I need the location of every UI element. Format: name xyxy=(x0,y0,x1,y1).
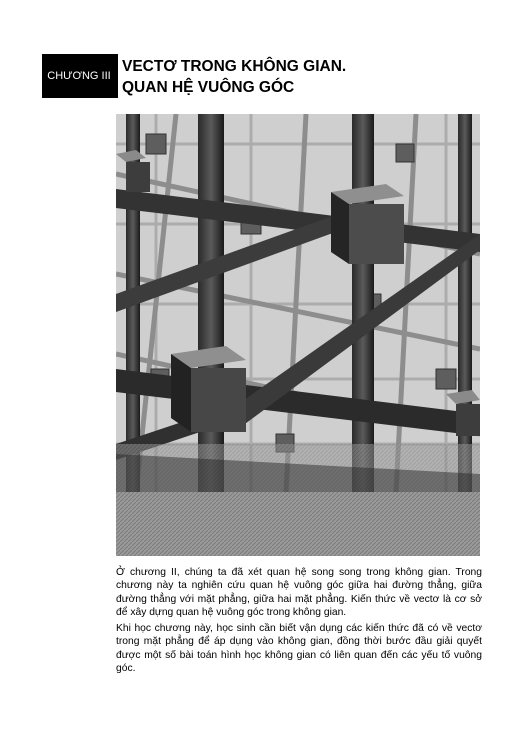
chapter-title xyxy=(122,56,346,98)
chapter-label: CHƯƠNG III xyxy=(42,54,116,98)
lattice-node-1 xyxy=(331,184,404,264)
lattice-svg xyxy=(116,114,480,556)
cubic-lattice-illustration xyxy=(116,114,480,556)
chapter-title-line-2: QUAN HỆ VUÔNG GÓC xyxy=(122,79,295,96)
chapter-title-line-1: VECTƠ TRONG KHÔNG GIAN. xyxy=(122,58,347,75)
lattice-node-2 xyxy=(171,346,246,432)
intro-paragraph-2: Khi học chương này, học sinh cần biết vận dụng các kiến thức đã có về vectơ trong mặt phẳng để áp dụng vào không gian, đồng thời bước đầu giải quyết được một số bài toán hình học không gian có liên quan đến các yếu tố vuông góc. xyxy=(116,623,482,675)
chapter-divider xyxy=(116,54,118,98)
chapter-intro xyxy=(116,566,482,678)
intro-paragraph-1: Ở chương II, chúng ta đã xét quan hệ song song trong không gian. Trong chương này ta nghiên cứu quan hệ vuông góc giữa hai đường thẳng, giữa đường thẳng với mặt phẳng, giữa hai mặt phẳng. Kiến thức về vectơ là cơ sở để xây dựng quan hệ vuông góc trong không gian. xyxy=(116,567,482,618)
